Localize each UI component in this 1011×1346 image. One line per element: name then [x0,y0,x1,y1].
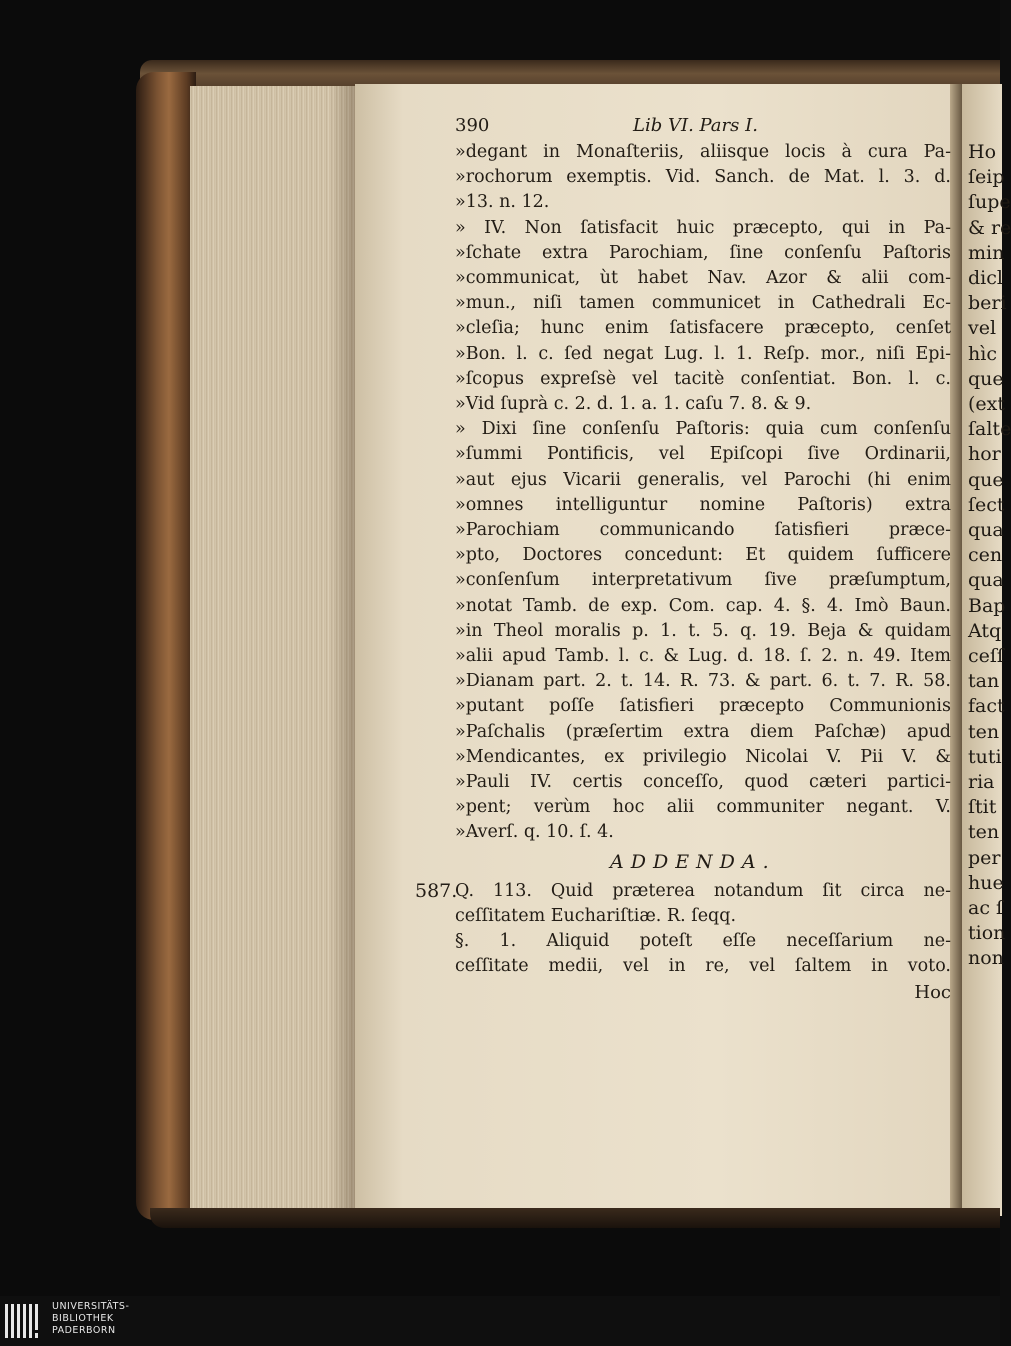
right-page-word: ria [968,771,995,793]
right-page-word: min [968,241,1005,264]
right-page-word: hìc [968,342,997,365]
right-page-word: ſupe [968,191,1011,214]
addenda-text-line: ceſſitate medii, vel in re, vel ſaltem in voto. [455,956,951,977]
right-page-word: beri [968,292,1007,315]
right-page-word: dicl [968,267,1003,289]
right-page-word: tuti [968,745,1002,768]
text-line: »notat Tamb. de exp. Com. cap. 4. §. 4. Imò Baun. [455,595,951,616]
text-line: » Dixi ſine conſenſu Paſtoris: quia cum conſenſu [455,419,951,440]
text-line: »ſcopus expreſsè vel tacitè conſentiat. Bon. l. c. [455,368,951,389]
right-page-word: ten [968,720,1000,743]
right-page-word: per [968,846,1001,869]
text-line: »rochorum exemptis. Vid. Sanch. de Mat. l. 3. d. [455,167,951,188]
text-line: »cleſia; hunc enim ſatisfacere præcepto, cenſet [455,318,951,339]
right-page-word: Ho [968,141,997,163]
library-logo-icon [4,1302,44,1340]
addenda-heading: ADDENDA. [610,850,776,873]
text-line: »omnes intelliguntur nomine Paſtoris) extra [455,494,951,515]
right-page-word: ſalte [968,418,1011,441]
text-line: »Vid ſuprà c. 2. d. 1. a. 1. caſu 7. 8. & 9. [455,394,812,414]
text-line: » IV. Non ſatisfacit huic præcepto, qui in Pa- [455,217,951,238]
right-page-word: hor [968,443,1001,466]
right-page-word: ac ſ [968,897,1004,919]
right-page-word: ſeip [968,166,1005,189]
text-line: »13. n. 12. [455,192,550,213]
right-page-fragment [962,84,1011,1216]
right-page-word: qua [968,519,1004,541]
page-number: 390 [455,115,490,136]
text-line: »aut ejus Vicarii generalis, vel Parochi (hi enim [455,469,951,490]
text-line: »ſummi Pontificis, vel Epiſcopi ſive Ordinarii, [455,444,951,465]
text-line: »communicat, ùt habet Nav. Azor & alii com- [455,268,951,288]
text-line: »Bon. l. c. ſed negat Lug. l. 1. Reſp. mor., niſi Epi- [455,343,951,364]
text-line: »pto, Doctores concedunt: Et quidem ſufficere [455,545,951,566]
text-line: »putant poſſe ſatisfieri præcepto Communionis [455,696,951,717]
right-page-word: fact [968,695,1005,718]
addenda-text-line: ceſſitatem Euchariſtiæ. R. ſeqq. [455,906,737,926]
text-line: »pent; verùm hoc alii communiter negant. V. [455,797,951,818]
text-line: »conſenſum interpretativum ſive præſumptum, [455,570,951,591]
right-page-word: ten [968,821,1000,844]
text-line: »Mendicantes, ex privilegio Nicolai V. Pii V. & [455,746,951,767]
right-page-word: Atq [968,619,1002,642]
right-page-word: non [968,947,1004,970]
text-line: »Parochiam communicando ſatisfieri præce- [455,520,951,540]
text-line: »mun., niſi tamen communicet in Cathedrali Ec- [455,293,951,314]
text-line: »ſchate extra Parochiam, ſine conſenſu Paſtoris [455,242,951,263]
right-page-word: cen [968,544,1003,567]
logo-text-line-1: UNIVERSITÄTS- [52,1301,130,1312]
right-page-word: Bap [968,594,1006,617]
right-page-word: qua [968,569,1004,592]
library-logo-bar [0,1296,1000,1346]
book-bottom-edge [150,1208,1000,1228]
text-line: »Paſchalis (præſertim extra diem Paſchæ) apud [455,721,951,742]
book-spine [136,72,196,1220]
text-line: »alii apud Tamb. l. c. & Lug. d. 18. ſ. 2. n. 49. Item [455,646,951,666]
text-line: »degant in Monaſteriis, aliisque locis à cura Pa- [455,142,951,162]
logo-text-line-2: BIBLIOTHEK [52,1313,114,1324]
text-line: »Dianam part. 2. t. 14. R. 73. & part. 6. t. 7. R. 58. [455,671,951,692]
right-page-word: (ext [968,393,1006,415]
right-page-word: ſtit [968,796,997,819]
right-page-word: que [968,367,1004,390]
text-line: »Averſ. q. 10. ſ. 4. [455,822,614,843]
running-header: Lib VI. Pars I. [633,115,758,136]
page-stack-shadow [330,86,358,1214]
right-page-word: que [968,468,1004,491]
right-page-word: tan [968,670,1000,693]
catchword: Hoc [914,981,951,1003]
logo-text-line-3: PADERBORN [52,1325,116,1336]
right-page-word: ceſſ [968,645,1004,667]
right-page-word: hue [968,871,1004,894]
addenda-text-line: Q. 113. Quid præterea notandum ſit circa ne- [455,880,951,901]
right-page-word: ſect [968,493,1005,516]
right-page-word: & re [968,216,1011,239]
text-line: »Pauli IV. certis conceſſo, quod cæteri partici- [455,772,951,792]
right-page-word: tion [968,922,1006,945]
right-page-word: vel [968,317,997,340]
addenda-text-line: §. 1. Aliquid poteſt eſſe neceſſarium ne- [455,931,951,952]
margin-number: 587. [415,879,458,902]
text-line: »in Theol moralis p. 1. t. 5. q. 19. Beja & quidam [455,620,951,641]
